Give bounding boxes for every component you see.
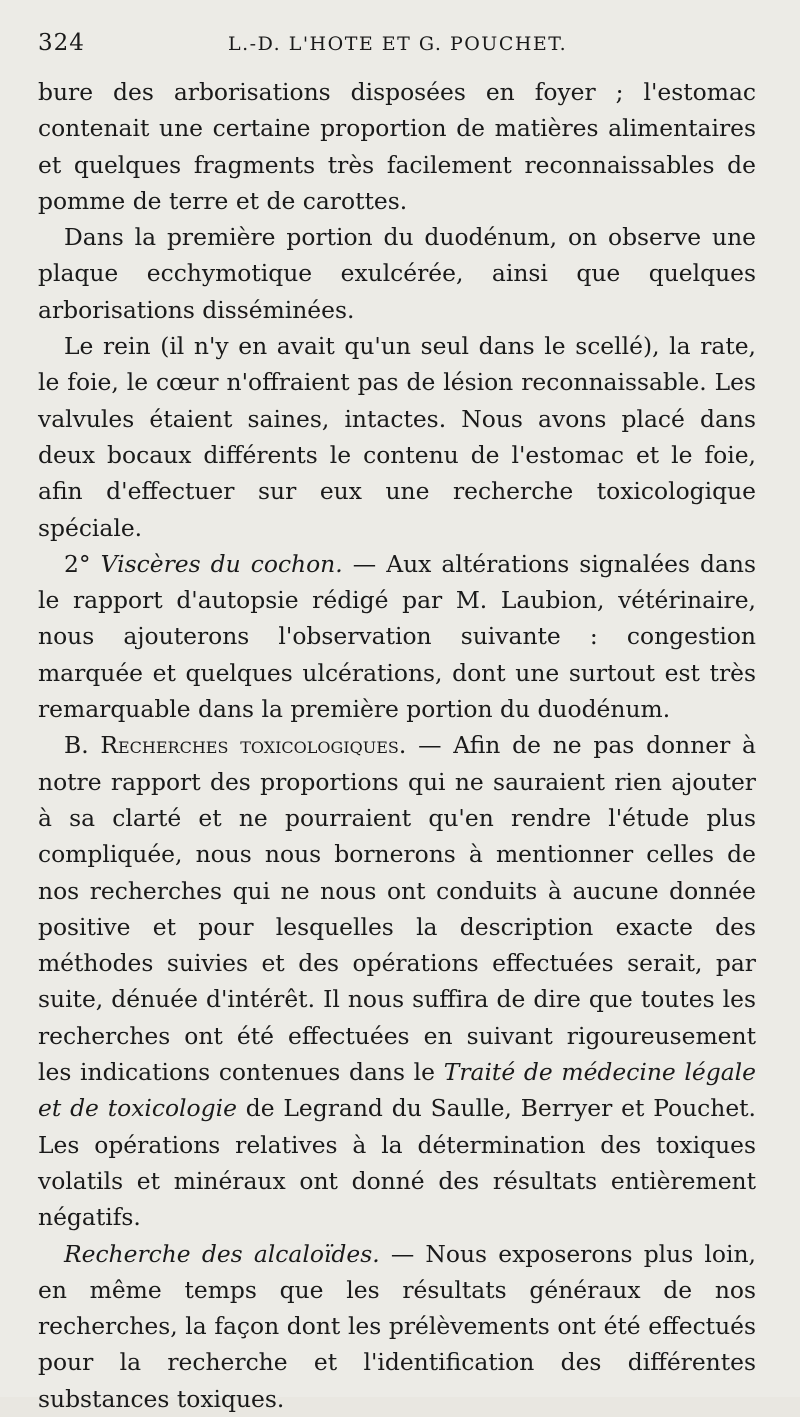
paragraph-text: Dans la première portion du duodénum, on observe une plaque ecchymotique exulcérée, ainsi que quelques arborisations disséminées. — [38, 223, 756, 324]
page-number: 324 — [38, 30, 85, 56]
paragraph-text: bure des arborisations disposées en foyer ; l'estomac contenait une certaine proportion de matières alimentaires et quelques fragments très facilement reconnaissables de pomme de terre et de carottes. — [38, 78, 756, 215]
running-head: L.-D. L'HOTE ET G. POUCHET. — [228, 33, 568, 55]
section-heading: Recherches toxicologiques. — [100, 731, 407, 760]
section-number: B. — [64, 731, 101, 760]
section-heading: Recherche des alcaloïdes. — [64, 1239, 380, 1268]
section-number: 2° — [64, 549, 101, 578]
paragraph-pig-viscera — [38, 546, 756, 727]
paragraph-text: — Aux altérations signalées dans le rapport d'autopsie rédigé par M. Laubion, vétérinaire, nous ajouterons l'observation suivante : congestion marquée et quelques ulcérations, dont une surtout est très remarquable dans la première portion du duodénum. — [38, 549, 756, 724]
body-text — [38, 74, 756, 1417]
paragraph-continuation — [38, 74, 756, 219]
section-heading: Viscères du cochon. — [100, 549, 343, 578]
paragraph-text: — Afin de ne pas donner à notre rapport des proportions qui ne sauraient rien ajouter à sa clarté et ne pourraient qu'en rendre l'étude plus compliquée, nous nous bornerons à mentionner celles de nos recherches qui ne nous ont conduits à aucune donnée positive et pour lesquelles la description exacte des méthodes suivies et des opérations effectuées serait, par suite, dénuée d'intérêt. Il nous suffira de dire que toutes les recherches ont été effectuées en suivant rigoureusement les indications contenues dans le — [38, 731, 756, 1087]
paragraph-text: Le rein (il n'y en avait qu'un seul dans le scellé), la rate, le foie, le cœur n'offraient pas de lésion reconnaissable. Les valvules étaient saines, intactes. Nous avons placé dans deux bocaux différents le contenu de l'estomac et le foie, afin d'effectuer sur eux une recherche toxicologique spéciale. — [38, 332, 756, 542]
book-title: Traité de médecine légale et de toxicologie — [38, 1058, 756, 1123]
paragraph-duodenum — [38, 219, 756, 328]
paragraph-text-after: de Legrand du Saulle, Berryer et Pouchet. Les opérations relatives à la détermination des toxiques volatils et minéraux ont donné des résultats entièrement négatifs. — [38, 1094, 756, 1232]
paragraph-toxicology — [38, 727, 756, 1235]
page-header — [38, 30, 756, 74]
paragraph-text: — Nous exposerons plus loin, en même temps que les résultats généraux de nos recherches, la façon dont les prélèvements ont été effectués pour la recherche et l'identification des différentes substances toxiques. — [38, 1239, 756, 1413]
paragraph-alkaloids — [38, 1236, 756, 1417]
paragraph-organs — [38, 328, 756, 546]
